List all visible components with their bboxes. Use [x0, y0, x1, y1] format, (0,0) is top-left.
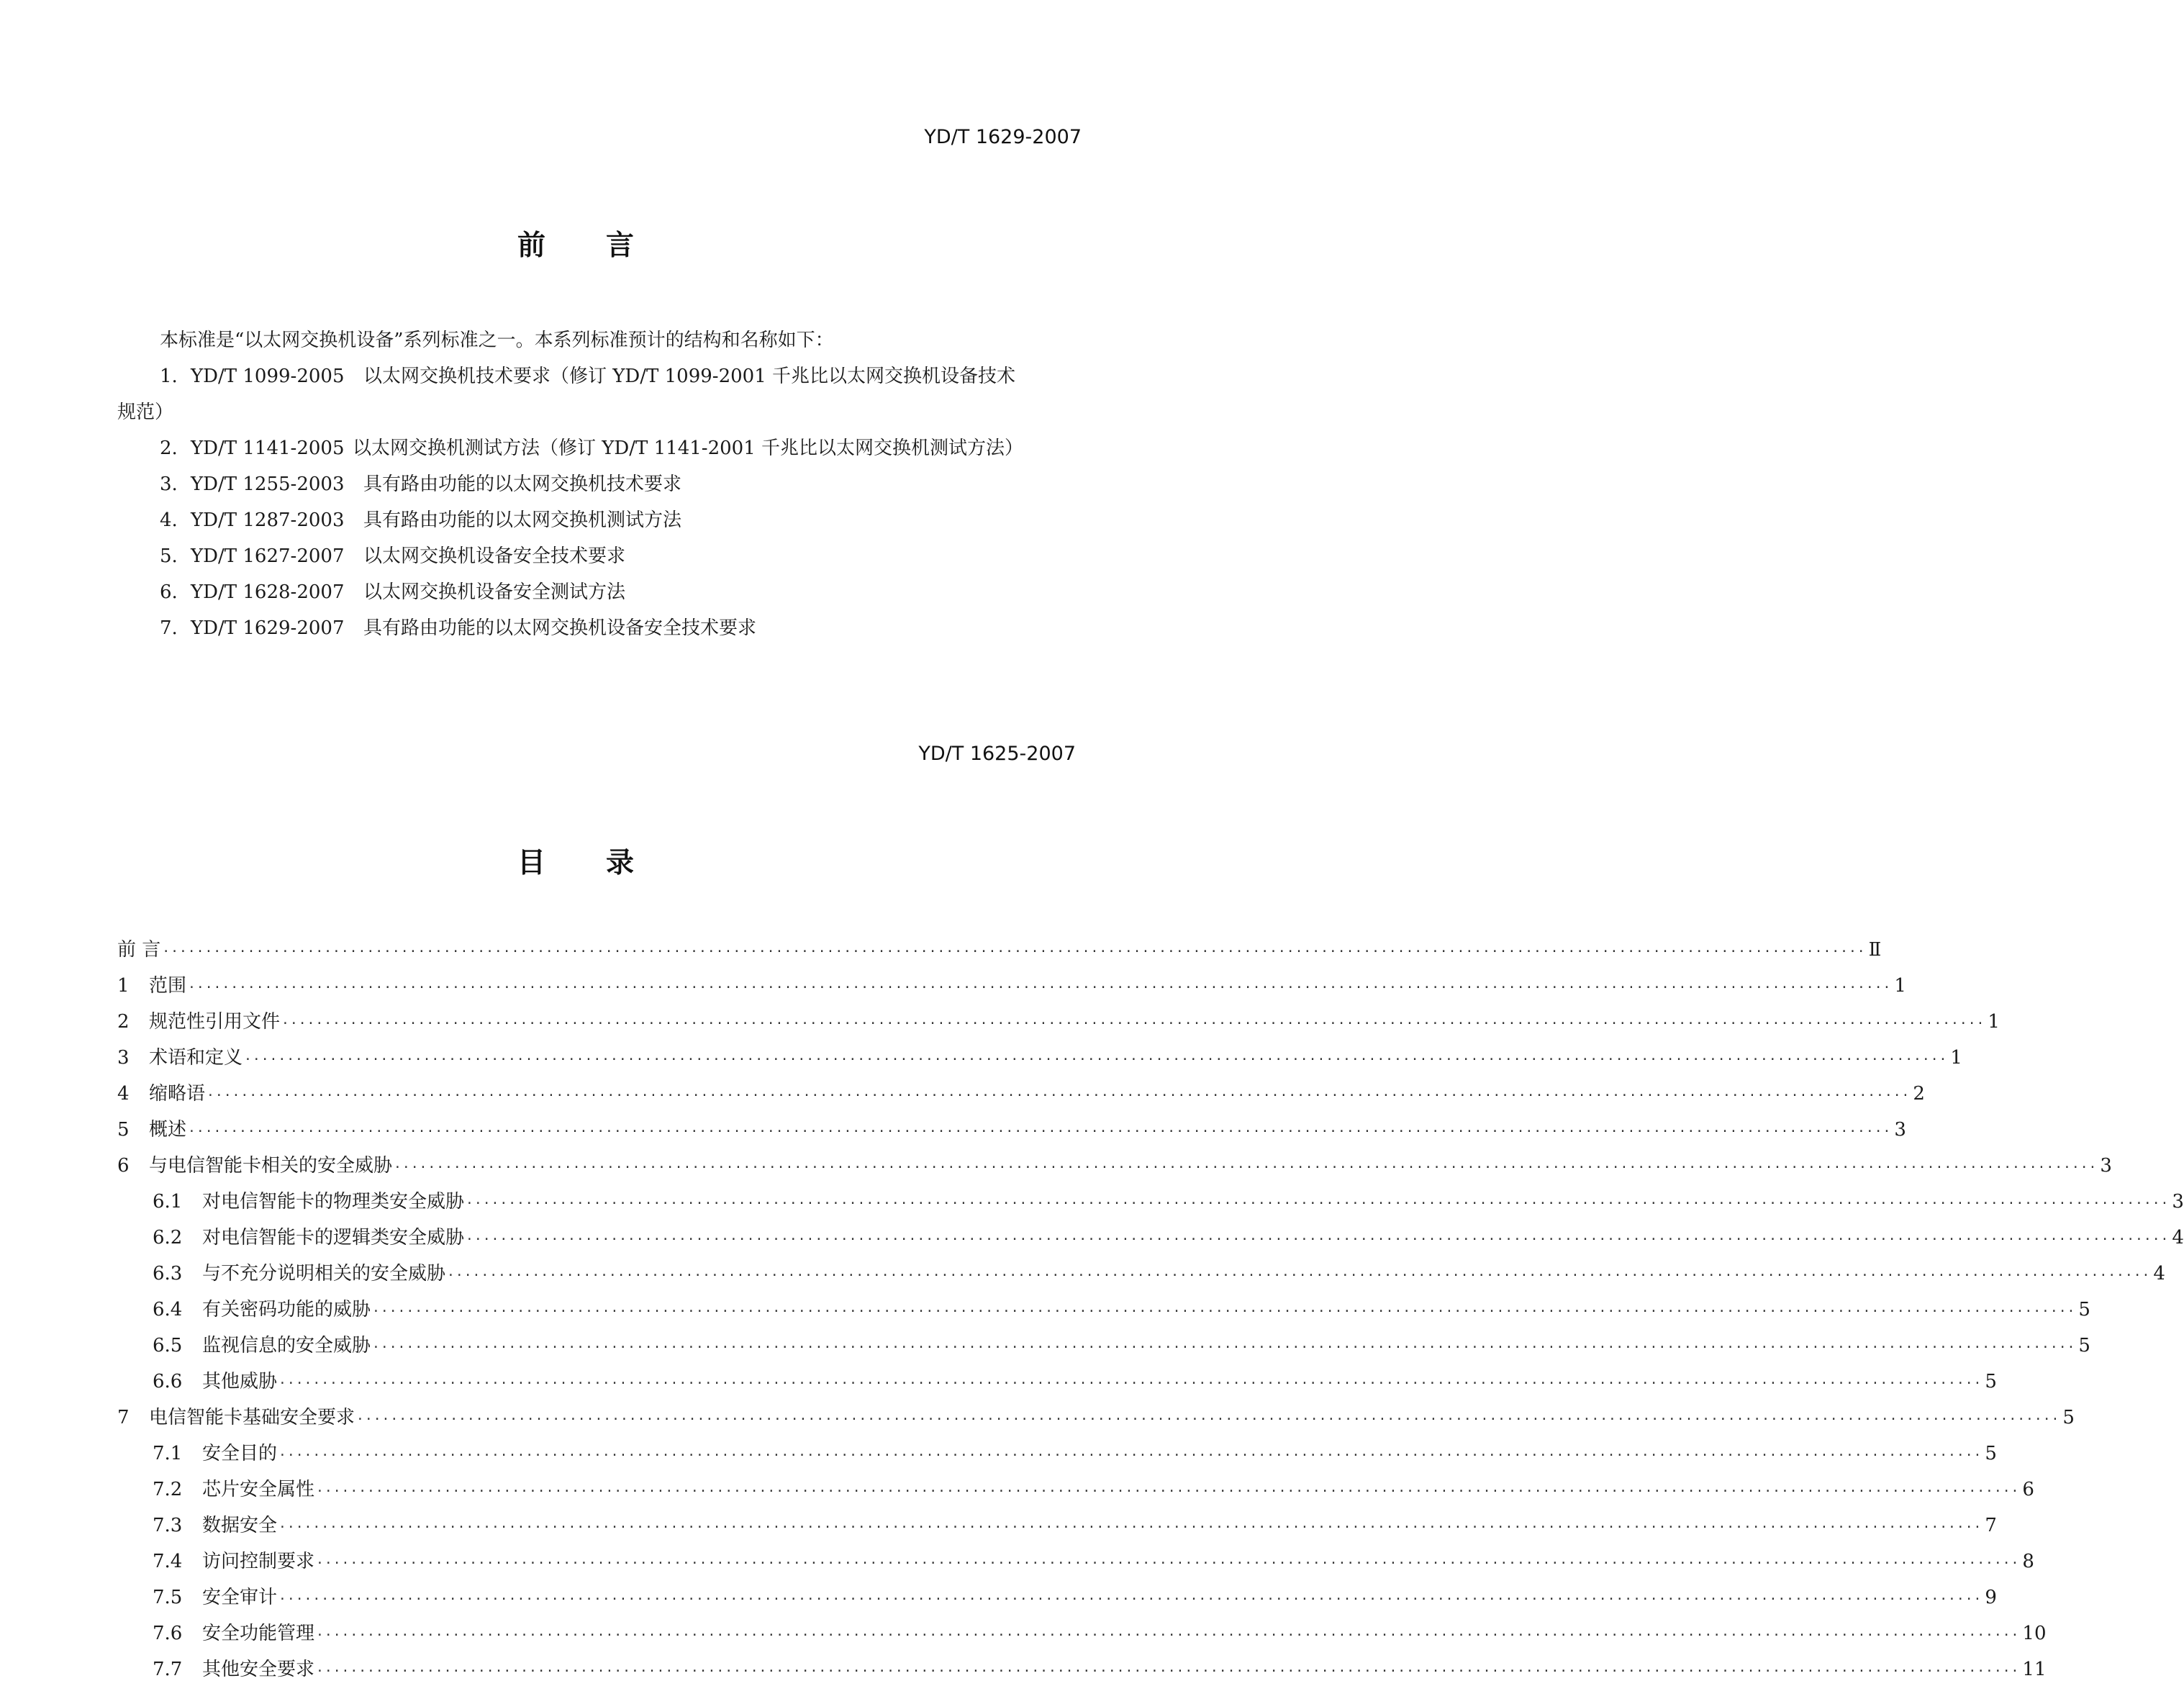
toc-entry-label: 范围: [149, 971, 188, 1000]
toc-entry-number: 6.1: [153, 1191, 183, 1213]
toc-entry-label: 有关密码功能的威胁: [202, 1295, 372, 1324]
list-item: [0, 435, 1151, 461]
item-code: YD/T 1627-2007: [191, 545, 345, 567]
item-code: YD/T 1629-2007: [191, 617, 345, 639]
item-name: 以太网交换机测试方法（修订 YD/T 1141-2001 千兆比以太网交换机测试方法）: [353, 438, 1024, 459]
toc-entry-number: 3: [117, 1047, 130, 1069]
toc-entry-number: 6.5: [153, 1335, 183, 1356]
dot-leader: ········································································································································································································: [278, 1448, 1983, 1463]
toc-entry-number: 7: [117, 1407, 130, 1428]
toc-page: [0, 626, 2184, 1681]
preface-page: [0, 0, 1151, 639]
toc-entry-label: 安全目的: [202, 1439, 278, 1468]
toc-entry-label: 访问控制要求: [202, 1547, 316, 1576]
toc-entry[interactable]: [0, 1367, 1997, 1396]
dot-leader: ········································································································································································································: [281, 1016, 1985, 1031]
list-item: [0, 471, 1151, 497]
title-char: 言: [606, 230, 635, 262]
toc-entry-label: 对电信智能卡的物理类安全威胁: [202, 1187, 466, 1216]
toc-entry-page: 11: [2022, 1659, 2047, 1680]
toc-entry-label: 其他威胁: [202, 1367, 278, 1396]
dot-leader: ········································································································································································································: [372, 1340, 2076, 1355]
dot-leader: ········································································································································································································: [466, 1196, 2170, 1211]
toc-entry-label: 数据安全: [202, 1511, 278, 1540]
dot-leader: ········································································································································································································: [356, 1412, 2060, 1427]
toc-entry-label: 芯片安全属性: [202, 1475, 316, 1504]
toc-entry-page: 8: [2022, 1551, 2034, 1572]
toc-entry-page: Ⅱ: [1868, 939, 1882, 961]
toc-entry-label: 术语和定义: [149, 1043, 244, 1072]
item-name: 以太网交换机设备安全测试方法: [363, 581, 626, 603]
standard-code: YD/T 1629-2007: [924, 126, 1082, 148]
toc-entry-number: 6.3: [153, 1263, 183, 1284]
toc-entry-label: 前 言: [117, 935, 162, 964]
title-char: 前: [517, 230, 545, 262]
item-number: 4.: [160, 509, 178, 531]
dot-leader: ········································································································································································································: [207, 1088, 1911, 1103]
toc-entry[interactable]: [0, 1547, 2034, 1576]
page-title: [0, 223, 1151, 263]
toc-entry-page: 6: [2022, 1479, 2034, 1500]
toc-entry-label: 电信智能卡基础安全要求: [149, 1403, 356, 1432]
item-name: 以太网交换机设备安全技术要求: [363, 545, 626, 567]
toc-entry-page: 3: [2172, 1191, 2184, 1213]
toc-entry[interactable]: [0, 1511, 1997, 1540]
toc-entry-number: 7.2: [153, 1479, 183, 1500]
intro-paragraph: 本标准是“以太网交换机设备”系列标准之一。本系列标准预计的结构和名称如下：: [160, 330, 834, 351]
item-number: 7.: [160, 617, 178, 639]
item-code: YD/T 1141-2005: [191, 438, 345, 459]
toc-entry-page: 5: [2078, 1299, 2090, 1320]
toc-entry-label: 与不充分说明相关的安全威胁: [202, 1259, 447, 1288]
item-number: 5.: [160, 545, 178, 567]
item-code: YD/T 1255-2003: [191, 473, 345, 495]
item-number: 1.: [160, 366, 178, 387]
dot-leader: ········································································································································································································: [162, 944, 1866, 959]
toc-entry-number: 5: [117, 1119, 130, 1141]
list-item: [0, 579, 1151, 605]
toc-entry[interactable]: [0, 1079, 1925, 1108]
toc-entry-number: 7.7: [153, 1659, 183, 1680]
dot-leader: ········································································································································································································: [316, 1664, 2020, 1679]
toc-entry-number: 1: [117, 975, 130, 997]
toc-entry[interactable]: [0, 1403, 2075, 1432]
toc-entry[interactable]: [0, 1043, 1962, 1072]
toc-entry-page: 5: [1985, 1371, 1997, 1392]
dot-leader: ········································································································································································································: [188, 1124, 1892, 1139]
dot-leader: ········································································································································································································: [278, 1376, 1983, 1391]
item-name: 具有路由功能的以太网交换机测试方法: [363, 509, 682, 531]
dot-leader: ········································································································································································································: [372, 1304, 2076, 1319]
toc-entry-number: 6: [117, 1155, 130, 1177]
toc-entry-label: 监视信息的安全威胁: [202, 1331, 372, 1360]
dot-leader: ········································································································································································································: [278, 1592, 1983, 1607]
toc-entry[interactable]: [0, 1187, 2184, 1216]
dot-leader: ········································································································································································································: [316, 1628, 2020, 1643]
toc-entry-page: 7: [1985, 1515, 1997, 1536]
toc-entry[interactable]: [0, 1331, 2090, 1360]
dot-leader: ········································································································································································································: [447, 1268, 2151, 1283]
toc-entry-number: 7.6: [153, 1623, 183, 1644]
toc-entry-number: 2: [117, 1011, 130, 1033]
toc-entry-label: 安全功能管理: [202, 1619, 316, 1648]
list-item: [0, 507, 1151, 533]
item-name: 具有路由功能的以太网交换机技术要求: [363, 473, 682, 495]
toc-entry-number: 7.4: [153, 1551, 183, 1572]
toc-entry-page: 5: [1985, 1443, 1997, 1464]
dot-leader: ········································································································································································································: [278, 1520, 1983, 1535]
toc-entry-page: 1: [1988, 1011, 2000, 1033]
toc-entry[interactable]: [0, 1439, 1997, 1468]
item-code: YD/T 1628-2007: [191, 581, 345, 603]
toc-entry-number: 6.2: [153, 1227, 183, 1248]
toc-entry-page: 1: [1894, 975, 1906, 997]
standard-list: [0, 363, 1151, 641]
toc-entry[interactable]: [0, 1007, 2000, 1036]
toc-entry-page: 1: [1950, 1047, 1962, 1069]
toc-entry-page: 4: [2172, 1227, 2184, 1248]
title-char: 目: [517, 847, 545, 879]
item-code: YD/T 1287-2003: [191, 509, 345, 531]
toc-entry-label: 规范性引用文件: [149, 1007, 281, 1036]
toc-entry[interactable]: [0, 1655, 2047, 1680]
dot-leader: ········································································································································································································: [316, 1484, 2020, 1499]
toc-entry-label: 缩略语: [149, 1079, 207, 1108]
dot-leader: ········································································································································································································: [394, 1160, 2098, 1175]
toc-entry-page: 2: [1913, 1083, 1925, 1105]
item-code: YD/T 1099-2005: [191, 366, 345, 387]
item-number: 2.: [160, 438, 178, 459]
list-item: [0, 543, 1151, 569]
item-number: 3.: [160, 473, 178, 495]
toc-entry[interactable]: [0, 1475, 2034, 1504]
item-name: 以太网交换机技术要求（修订 YD/T 1099-2001 千兆比以太网交换机设备技术: [363, 366, 1016, 387]
toc-entry-number: 6.6: [153, 1371, 183, 1392]
toc-entry[interactable]: [0, 1115, 1906, 1144]
toc-entry[interactable]: [0, 1259, 2165, 1288]
standard-code: YD/T 1625-2007: [918, 743, 1076, 765]
toc-entry-number: 7.5: [153, 1587, 183, 1608]
toc-entry-number: 7.1: [153, 1443, 183, 1464]
title-char: 录: [606, 847, 635, 879]
item-number: 6.: [160, 581, 178, 603]
toc-entry[interactable]: [0, 1151, 2112, 1180]
dot-leader: ········································································································································································································: [188, 980, 1892, 995]
toc-entry[interactable]: [0, 971, 1906, 1000]
toc-entry-label: 其他安全要求: [202, 1655, 316, 1684]
toc-entry-page: 4: [2153, 1263, 2165, 1284]
toc-entry-page: 3: [1894, 1119, 1906, 1141]
toc-entry-label: 对电信智能卡的逻辑类安全威胁: [202, 1223, 466, 1252]
toc-entry-number: 4: [117, 1083, 130, 1105]
dot-leader: ········································································································································································································: [244, 1052, 1948, 1067]
item-name-continued: 规范）: [117, 402, 174, 423]
toc-entry[interactable]: [0, 1295, 2090, 1324]
toc-entry-number: 6.4: [153, 1299, 183, 1320]
toc-entry-number: 7.3: [153, 1515, 183, 1536]
toc-entry-label: 概述: [149, 1115, 188, 1144]
toc-entry-page: 5: [2078, 1335, 2090, 1356]
toc-entry-page: 3: [2100, 1155, 2112, 1177]
page-title: [0, 840, 1151, 881]
toc-entry[interactable]: [0, 1223, 2184, 1252]
toc-entry-page: 10: [2022, 1623, 2047, 1644]
toc-entry-page: 5: [2062, 1407, 2075, 1428]
item-name: 具有路由功能的以太网交换机设备安全技术要求: [363, 617, 757, 639]
dot-leader: ········································································································································································································: [316, 1556, 2020, 1571]
toc-entry[interactable]: [0, 935, 1882, 964]
list-item: [0, 363, 1151, 425]
toc-entry-label: 与电信智能卡相关的安全威胁: [149, 1151, 394, 1180]
dot-leader: ········································································································································································································: [466, 1232, 2170, 1247]
toc-entry-label: 安全审计: [202, 1583, 278, 1612]
toc-entry-page: 9: [1985, 1587, 1997, 1608]
toc-entry[interactable]: [0, 1583, 1997, 1612]
toc-entry[interactable]: [0, 1619, 2047, 1648]
